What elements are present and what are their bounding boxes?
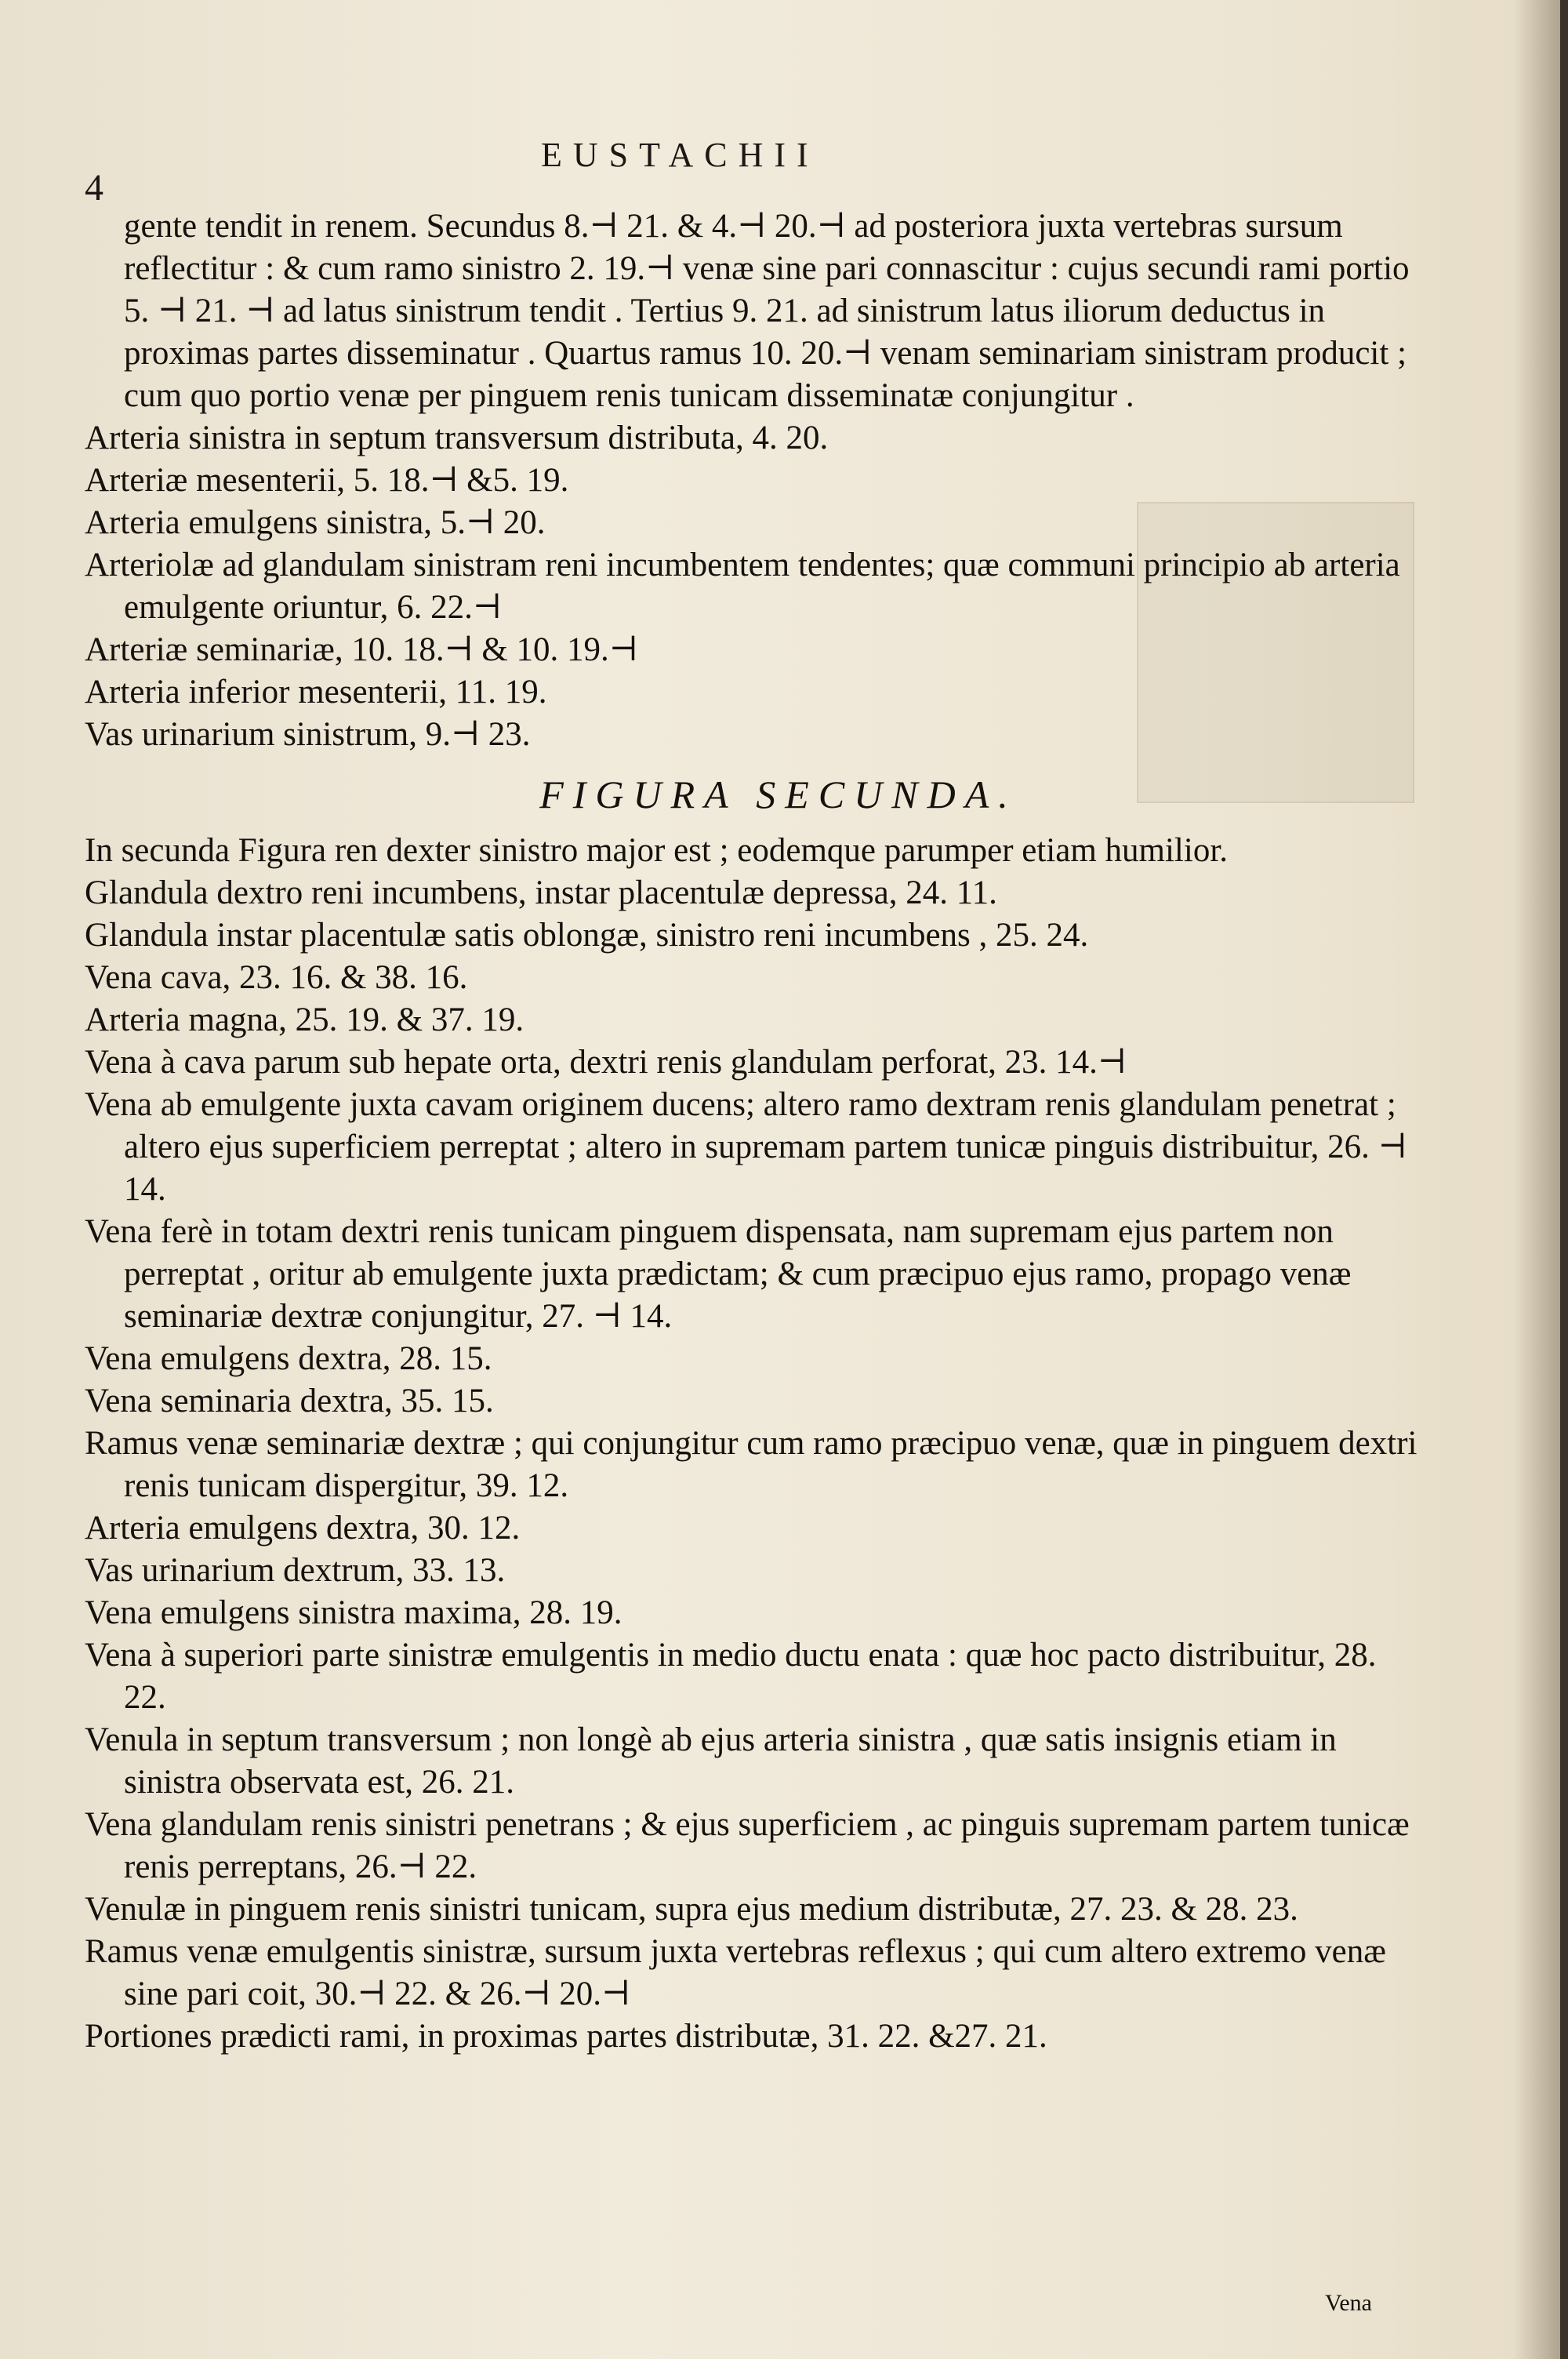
list-item: Vena cava, 23. 16. & 38. 16. bbox=[85, 959, 468, 996]
page-edge bbox=[1560, 0, 1568, 2359]
list-item: Arteria emulgens sinistra, 5.⊣ 20. bbox=[85, 504, 546, 541]
list-item: Arteria emulgens dextra, 30. 12. bbox=[85, 1510, 521, 1547]
list-item: Vena ferè in totam dextri renis tunicam pinguem dispensata, nam supremam ejus partem non perreptat , oritur ab emulgente juxta prædictam; & cum præcipuo ejus ramo, propago venæ seminariæ dextræ conjungitur, 27. ⊣ 14. bbox=[85, 1213, 1352, 1335]
page-number: 4 bbox=[85, 167, 103, 209]
catchword: Vena bbox=[1325, 2290, 1372, 2316]
list-item: In secunda Figura ren dexter sinistro major est ; eodemque parumper etiam humilior. bbox=[85, 832, 1229, 869]
list-item: Vas urinarium sinistrum, 9.⊣ 23. bbox=[85, 716, 531, 753]
list-item: Arteria inferior mesenterii, 11. 19. bbox=[85, 674, 547, 711]
intro-paragraph: gente tendit in renem. Secundus 8.⊣ 21. & 4.⊣ 20.⊣ ad posteriora juxta vertebras sursum reflectitur : & cum ramo sinistro 2. 19.⊣ venæ sine pari connascitur : cujus secundi rami portio 5. ⊣ 21. ⊣ ad latus sinistrum tendit . Tertius 9. 21. ad sinistrum latus iliorum deductus in proximas partes disseminatur . Quartus ramus 10. 20.⊣ venam seminariam sinistram producit ; cum quo portio venæ per pinguem renis tunicam disseminatæ conjungitur . bbox=[124, 208, 1410, 414]
body-text bbox=[85, 205, 1425, 2058]
list-item: Vena à superiori parte sinistræ emulgentis in medio ductu enata : quæ hoc pacto distribuitur, 28. 22. bbox=[85, 1637, 1377, 1716]
list-item: Arteria magna, 25. 19. & 37. 19. bbox=[85, 1001, 524, 1038]
list-item: Vena emulgens dextra, 28. 15. bbox=[85, 1340, 492, 1377]
list-item: Glandula dextro reni incumbens, instar placentulæ depressa, 24. 11. bbox=[85, 874, 997, 911]
list-item: Arteriæ mesenterii, 5. 18.⊣ &5. 19. bbox=[85, 462, 569, 499]
list-item: Arteria sinistra in septum transversum distributa, 4. 20. bbox=[85, 420, 829, 456]
list-item: Ramus venæ seminariæ dextræ ; qui conjungitur cum ramo præcipuo venæ, quæ in pinguem dextri renis tunicam dispergitur, 39. 12. bbox=[85, 1425, 1417, 1504]
list-item: Arteriæ seminariæ, 10. 18.⊣ & 10. 19.⊣ bbox=[85, 631, 638, 668]
section-title: FIGURA SECUNDA. bbox=[539, 772, 1018, 816]
list-item: Venula in septum transversum ; non longè ab ejus arteria sinistra , quæ satis insignis etiam in sinistra observata est, 26. 21. bbox=[85, 1721, 1337, 1801]
list-item: Venulæ in pinguem renis sinistri tunicam, supra ejus medium distributæ, 27. 23. & 28. 23. bbox=[85, 1891, 1298, 1928]
list-item: Arteriolæ ad glandulam sinistram reni incumbentem tendentes; quæ communi principio ab arteria emulgente oriuntur, 6. 22.⊣ bbox=[85, 547, 1400, 626]
list-item: Vas urinarium dextrum, 33. 13. bbox=[85, 1552, 506, 1589]
list-item: Glandula instar placentulæ satis oblongæ, sinistro reni incumbens , 25. 24. bbox=[85, 917, 1089, 954]
list-item: Vena glandulam renis sinistri penetrans ; & ejus superficiem , ac pinguis supremam partem tunicæ renis perreptans, 26.⊣ 22. bbox=[85, 1806, 1410, 1885]
list-item: Vena seminaria dextra, 35. 15. bbox=[85, 1383, 494, 1419]
list-item: Vena emulgens sinistra maxima, 28. 19. bbox=[85, 1594, 622, 1631]
list-item: Ramus venæ emulgentis sinistræ, sursum juxta vertebras reflexus ; qui cum altero extremo venæ sine pari coit, 30.⊣ 22. & 26.⊣ 20.⊣ bbox=[85, 1933, 1386, 2012]
list-item: Portiones prædicti rami, in proximas partes distributæ, 31. 22. &27. 21. bbox=[85, 2018, 1047, 2055]
running-head: EUSTACHII bbox=[541, 136, 819, 174]
gutter-shadow bbox=[1513, 0, 1560, 2359]
list-item: Vena à cava parum sub hepate orta, dextri renis glandulam perforat, 23. 14.⊣ bbox=[85, 1044, 1127, 1081]
list-item: Vena ab emulgente juxta cavam originem ducens; altero ramo dextram renis glandulam penetrat ; altero ejus superficiem perreptat ; altero in supremam partem tunicæ pinguis distribuitur, 26. ⊣ 14. bbox=[85, 1086, 1407, 1208]
